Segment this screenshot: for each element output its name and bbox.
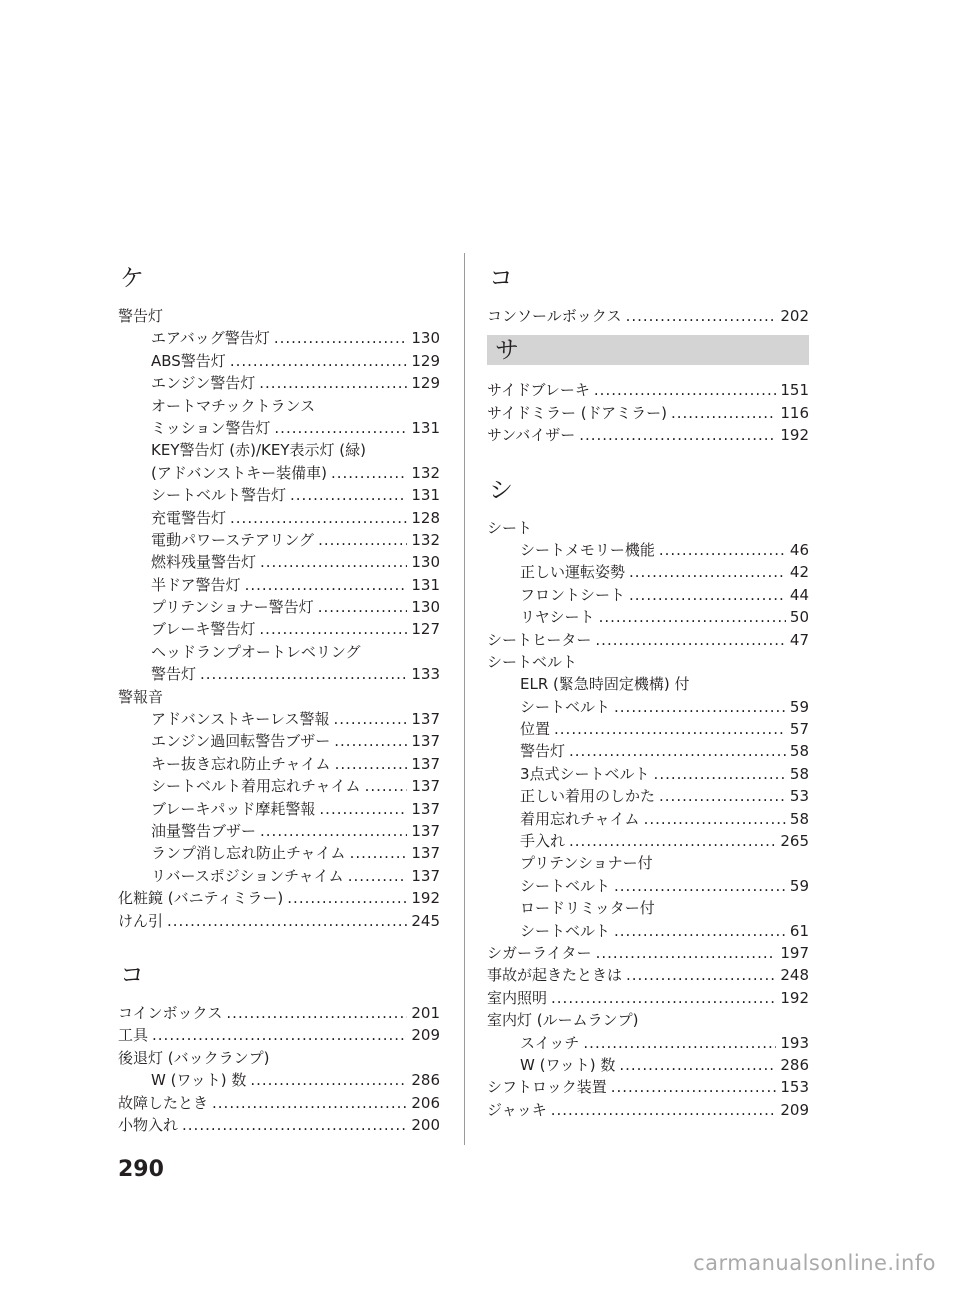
- index-entry: [118, 305, 440, 327]
- index-entry: [118, 507, 440, 529]
- index-entry: [487, 942, 809, 964]
- index-entry: [487, 1009, 809, 1031]
- index-entry-term: W (ワット) 数: [520, 1055, 616, 1074]
- index-entry-term: リヤシート: [520, 608, 595, 627]
- index-entry: [118, 842, 440, 864]
- index-entry: [118, 439, 440, 461]
- index-entry-page: 151: [780, 381, 809, 400]
- index-entry: [118, 618, 440, 640]
- index-entry-page: 130: [411, 598, 440, 617]
- dot-leader: [551, 1099, 777, 1121]
- index-entry-page: 42: [789, 563, 809, 582]
- index-entry-term: ミッション警告灯: [151, 418, 271, 437]
- section-gap: [118, 932, 440, 950]
- index-entry: [118, 887, 440, 909]
- index-entry: [118, 1092, 440, 1114]
- section-heading: シ: [489, 475, 513, 504]
- index-entry: [487, 379, 809, 401]
- dot-leader: [212, 1092, 407, 1114]
- index-entry-page: 132: [411, 530, 440, 549]
- index-entry-page: 202: [780, 307, 809, 325]
- index-entry-term: W (ワット) 数: [151, 1071, 247, 1090]
- index-entry: [487, 897, 809, 919]
- index-entry-page: 137: [411, 777, 440, 796]
- dot-leader: [659, 539, 786, 561]
- index-entry: [118, 641, 440, 663]
- index-entry-page: 130: [411, 329, 440, 348]
- index-entry-term: シートベルト: [487, 652, 578, 671]
- index-entry-term: シートベルト着用忘れチャイム: [151, 777, 361, 796]
- index-entry: [118, 372, 440, 394]
- index-entry-term: ロードリミッター付: [520, 899, 655, 918]
- dot-leader: [335, 753, 408, 775]
- index-entry-term: 半ドア警告灯: [151, 575, 241, 594]
- index-entry-page: 44: [789, 585, 809, 604]
- index-entry-page: 137: [411, 844, 440, 863]
- index-entry-page: 245: [411, 911, 440, 930]
- index-column-right: [487, 253, 809, 1121]
- index-column-left: [118, 253, 440, 1136]
- page-number: 290: [118, 1157, 164, 1182]
- dot-leader: [569, 740, 786, 762]
- section-heading: コ: [120, 960, 144, 989]
- dot-leader: [230, 507, 407, 529]
- dot-leader: [365, 775, 408, 797]
- index-entry: [118, 1047, 440, 1069]
- index-entry-page: 132: [411, 463, 440, 482]
- dot-leader: [287, 887, 407, 909]
- index-entry-term: 後退灯 (バックランプ): [118, 1048, 270, 1067]
- index-entry-term: オートマチックトランス: [151, 396, 316, 415]
- dot-leader: [250, 1069, 407, 1091]
- index-entry-term: シートヒーター: [487, 630, 592, 649]
- index-entry: [118, 350, 440, 372]
- index-entry-term: シフトロック装置: [487, 1078, 607, 1097]
- index-entry-page: 116: [780, 403, 809, 422]
- index-entry-term: 故障したとき: [118, 1093, 209, 1112]
- index-entry: [118, 798, 440, 820]
- dot-leader: [259, 618, 407, 640]
- index-entry-term: 電動パワーステアリング: [151, 530, 315, 549]
- section-heading: コ: [489, 264, 513, 292]
- index-entry: [487, 1054, 809, 1076]
- index-entry-term: サイドミラー (ドアミラー): [487, 403, 667, 422]
- index-entry-term: エンジン警告灯: [151, 374, 256, 393]
- index-entry: [487, 402, 809, 424]
- index-entry-term: 室内灯 (ルームランプ): [487, 1011, 639, 1030]
- index-entry: [487, 1076, 809, 1098]
- dot-leader: [583, 1032, 776, 1054]
- index-entry-term: けん引: [118, 911, 164, 930]
- index-entry-term: 警報音: [118, 687, 164, 706]
- index-entry-page: 131: [411, 418, 440, 437]
- index-entry: [118, 708, 440, 730]
- dot-leader: [350, 842, 408, 864]
- index-entry: [118, 1069, 440, 1091]
- index-entry-page: 200: [411, 1115, 440, 1134]
- index-entry-term: KEY警告灯 (赤)/KEY表示灯 (緑): [151, 441, 366, 460]
- index-entry-page: 57: [789, 720, 809, 739]
- index-entry-page: 192: [780, 426, 809, 445]
- index-entry: [487, 785, 809, 807]
- index-entry-page: 209: [780, 1100, 809, 1119]
- index-entry-page: 192: [411, 889, 440, 908]
- dot-leader: [260, 820, 407, 842]
- index-entry-page: 137: [411, 866, 440, 885]
- index-entry-page: 46: [789, 540, 809, 559]
- index-entry-term: ヘッドランプオートレベリング: [151, 642, 361, 661]
- index-entry: [487, 539, 809, 561]
- dot-leader: [245, 574, 408, 596]
- index-entry-page: 209: [411, 1026, 440, 1045]
- dot-leader: [226, 1002, 407, 1024]
- index-entry: [487, 305, 809, 327]
- index-entry-page: 131: [411, 575, 440, 594]
- dot-leader: [595, 629, 786, 651]
- index-entry-page: 137: [411, 732, 440, 751]
- index-entry-page: 58: [789, 764, 809, 783]
- index-entry-term: アドバンストキーレス警報: [151, 710, 330, 729]
- index-entry-term: 警告灯: [520, 742, 566, 761]
- index-entry-term: サイドブレーキ: [487, 381, 590, 400]
- index-entry-page: 137: [411, 799, 440, 818]
- index-entry: [118, 395, 440, 417]
- dot-leader: [334, 708, 408, 730]
- index-entry-page: 137: [411, 754, 440, 773]
- dot-leader: [331, 462, 407, 484]
- dot-leader: [318, 596, 408, 618]
- index-entry-term: 警告灯: [118, 307, 164, 325]
- dot-leader: [230, 350, 408, 372]
- dot-leader: [659, 785, 786, 807]
- index-entry: [487, 629, 809, 651]
- index-entry-term: 燃料残量警告灯: [151, 553, 257, 572]
- index-entry: [487, 517, 809, 539]
- index-entry-page: 197: [780, 943, 809, 962]
- index-entry-page: 133: [411, 665, 440, 684]
- index-entry-term: キー抜き忘れ防止チャイム: [151, 754, 331, 773]
- index-entry-page: 130: [411, 553, 440, 572]
- dot-leader: [629, 561, 786, 583]
- index-entry-term: 室内照明: [487, 988, 548, 1007]
- section-gap: [487, 447, 809, 465]
- dot-leader: [200, 663, 407, 685]
- dot-leader: [554, 718, 786, 740]
- index-entry-term: コインボックス: [118, 1003, 223, 1022]
- index-entry-term: 油量警告ブザー: [151, 821, 257, 840]
- index-entry: [118, 663, 440, 685]
- index-entry-term: 充電警告灯: [151, 508, 227, 527]
- dot-leader: [182, 1114, 407, 1136]
- dot-leader: [167, 910, 407, 932]
- dot-leader: [551, 987, 776, 1009]
- index-entry: [487, 1032, 809, 1054]
- index-entry-term: ブレーキ警告灯: [151, 620, 256, 639]
- dot-leader: [260, 551, 407, 573]
- index-entry: [487, 651, 809, 673]
- index-entry-term: シガーライター: [487, 943, 592, 962]
- index-entry-page: 129: [411, 374, 440, 393]
- index-entry: [487, 830, 809, 852]
- index-entry-page: 201: [411, 1003, 440, 1022]
- dot-leader: [611, 1076, 777, 1098]
- index-entry-page: 192: [780, 988, 809, 1007]
- index-entry: [118, 529, 440, 551]
- index-entry-term: シートベルト: [520, 876, 611, 895]
- index-entry-term: サンバイザー: [487, 426, 576, 445]
- index-entry-term: シートベルト警告灯: [151, 486, 287, 505]
- index-entry-page: 61: [789, 921, 809, 940]
- section-heading: ケ: [120, 264, 144, 292]
- index-entry-term: シートベルト: [520, 697, 611, 716]
- index-entry-term: 小物入れ: [118, 1115, 179, 1134]
- index-entry-term: シート: [487, 518, 533, 537]
- dot-leader: [671, 402, 776, 424]
- watermark: carmanualsonline.info: [693, 1251, 936, 1275]
- index-entry-term: (アドバンストキー装備車): [151, 463, 327, 482]
- index-entry-term: 着用忘れチャイム: [520, 809, 640, 828]
- index-entry-term: 位置: [520, 720, 551, 739]
- section-heading: サ: [487, 335, 809, 365]
- index-entry: [487, 920, 809, 942]
- index-entry-page: 58: [789, 742, 809, 761]
- dot-leader: [274, 327, 408, 349]
- index-entry-page: 128: [411, 508, 440, 527]
- index-entry-page: 206: [411, 1093, 440, 1112]
- index-entry: [487, 561, 809, 583]
- dot-leader: [579, 424, 776, 446]
- dot-leader: [614, 920, 786, 942]
- dot-leader: [644, 808, 786, 830]
- dot-leader: [629, 584, 786, 606]
- index-entry: [118, 730, 440, 752]
- index-entry-page: 193: [780, 1033, 809, 1052]
- index-entry-term: 警告灯: [151, 665, 197, 684]
- index-entry-term: プリテンショナー付: [520, 854, 653, 873]
- index-entry-term: 事故が起きたときは: [487, 966, 623, 985]
- dot-leader: [596, 942, 777, 964]
- index-entry-page: 59: [789, 876, 809, 895]
- index-entry: [487, 808, 809, 830]
- index-entry: [487, 875, 809, 897]
- index-entry-term: 手入れ: [520, 832, 566, 851]
- dot-leader: [274, 417, 407, 439]
- index-entry-page: 129: [411, 351, 440, 370]
- index-entry: [118, 910, 440, 932]
- index-entry-page: 131: [411, 486, 440, 505]
- index-entry-term: ジャッキ: [487, 1100, 547, 1119]
- dot-leader: [614, 696, 786, 718]
- index-entry: [118, 417, 440, 439]
- dot-leader: [319, 798, 407, 820]
- index-entry: [487, 606, 809, 628]
- index-entry: [487, 763, 809, 785]
- index-entry: [118, 596, 440, 618]
- index-entry-term: ABS警告灯: [151, 351, 226, 370]
- dot-leader: [290, 484, 407, 506]
- dot-leader: [614, 875, 786, 897]
- index-entry-term: ランプ消し忘れ防止チャイム: [151, 844, 346, 863]
- column-divider: [464, 253, 465, 1145]
- index-entry-page: 286: [411, 1071, 440, 1090]
- index-entry-page: 248: [780, 966, 809, 985]
- index-entry: [118, 775, 440, 797]
- index-entry-page: 58: [789, 809, 809, 828]
- index-entry-page: 53: [789, 787, 809, 806]
- index-entry-page: 59: [789, 697, 809, 716]
- index-entry: [118, 865, 440, 887]
- dot-leader: [569, 830, 776, 852]
- index-entry-term: スイッチ: [520, 1033, 580, 1052]
- index-entry-page: 127: [411, 620, 440, 639]
- dot-leader: [619, 1054, 776, 1076]
- index-entry: [487, 852, 809, 874]
- index-entry: [118, 574, 440, 596]
- index-entry: [487, 673, 809, 695]
- index-entry-page: 153: [780, 1078, 809, 1097]
- index-entry-term: エンジン過回転警告ブザー: [151, 732, 331, 751]
- index-entry-page: 50: [789, 608, 809, 627]
- dot-leader: [348, 865, 408, 887]
- index-entry: [118, 1024, 440, 1046]
- dot-leader: [152, 1024, 407, 1046]
- index-entry-term: シートベルト: [520, 921, 611, 940]
- index-entry-page: 286: [780, 1055, 809, 1074]
- index-entry-term: 工具: [118, 1026, 149, 1045]
- index-entry: [487, 584, 809, 606]
- index-entry-page: 265: [780, 832, 809, 851]
- dot-leader: [318, 529, 407, 551]
- index-entry: [118, 484, 440, 506]
- index-entry: [487, 696, 809, 718]
- index-entry-term: ELR (緊急時固定機構) 付: [520, 675, 690, 694]
- index-entry: [118, 820, 440, 842]
- index-entry: [487, 740, 809, 762]
- index-entry: [487, 424, 809, 446]
- index-entry: [118, 462, 440, 484]
- index-entry-term: 化粧鏡 (バニティミラー): [118, 889, 284, 908]
- dot-leader: [626, 305, 777, 327]
- index-entry-term: 正しい運転姿勢: [520, 563, 626, 582]
- dot-leader: [626, 964, 776, 986]
- index-entry: [118, 327, 440, 349]
- index-entry-term: プリテンショナー警告灯: [151, 598, 314, 617]
- index-entry: [487, 1099, 809, 1121]
- index-entry-term: フロントシート: [520, 585, 626, 604]
- index-entry-page: 137: [411, 821, 440, 840]
- index-entry: [118, 753, 440, 775]
- index-entry-term: 3点式シートベルト: [520, 764, 650, 783]
- index-entry: [118, 1114, 440, 1136]
- index-entry-page: 47: [789, 630, 809, 649]
- index-entry: [487, 964, 809, 986]
- index-entry: [118, 686, 440, 708]
- index-entry: [487, 718, 809, 740]
- dot-leader: [594, 379, 776, 401]
- index-entry: [118, 1002, 440, 1024]
- index-entry-term: コンソールボックス: [487, 307, 622, 325]
- dot-leader: [654, 763, 786, 785]
- index-entry-term: エアバッグ警告灯: [151, 329, 270, 348]
- dot-leader: [599, 606, 786, 628]
- index-entry-term: リバースポジションチャイム: [151, 866, 344, 885]
- index-entry-page: 137: [411, 710, 440, 729]
- dot-leader: [259, 372, 407, 394]
- dot-leader: [334, 730, 407, 752]
- index-entry: [118, 551, 440, 573]
- index-entry-term: 正しい着用のしかた: [520, 787, 656, 806]
- index-entry-term: シートメモリー機能: [520, 540, 655, 559]
- index-entry: [487, 987, 809, 1009]
- index-entry-term: ブレーキパッド摩耗警報: [151, 799, 316, 818]
